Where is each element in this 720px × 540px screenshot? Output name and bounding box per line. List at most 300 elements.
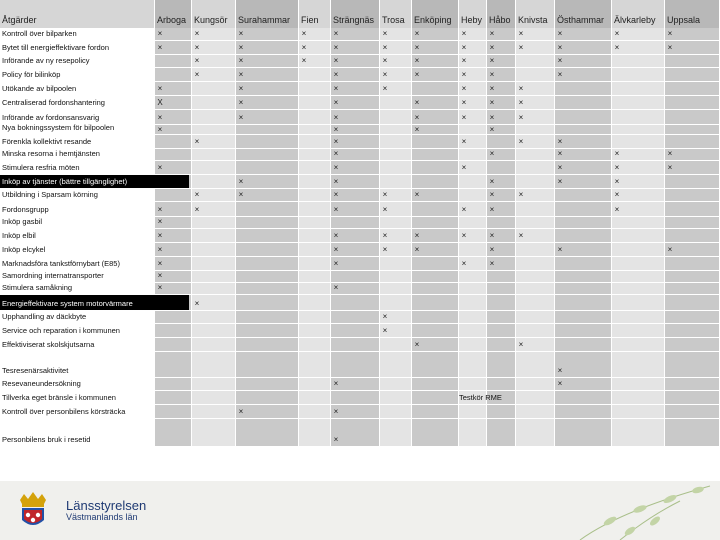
table-cell [665,28,719,40]
table-cell [555,175,611,188]
check-mark: × [157,245,163,254]
table-cell [665,82,719,95]
check-mark: × [518,84,524,93]
table-cell [192,391,235,404]
table-cell [487,378,515,390]
check-mark: × [557,163,563,172]
table-cell [155,135,191,148]
table-cell [459,175,486,188]
check-mark: × [414,98,420,107]
table-cell [612,161,664,174]
table-cell [299,378,330,390]
table-cell [612,378,664,390]
check-mark: × [614,149,620,158]
check-mark: × [238,43,244,52]
check-mark: × [157,125,163,134]
column-header-municipality: Enköping [414,15,452,25]
table-cell [331,217,379,228]
table-cell [236,229,298,242]
table-cell [331,271,379,282]
check-mark: × [489,43,495,52]
table-cell [412,175,458,188]
check-mark: × [461,205,467,214]
column-header-municipality: Östhammar [557,15,605,25]
check-mark: × [157,259,163,268]
row-label: Samordning internatransporter [2,271,104,280]
table-cell [516,271,554,282]
check-mark: × [382,29,388,38]
check-mark: × [333,259,339,268]
table-cell [299,283,330,294]
column-header-municipality: Strängnäs [333,15,375,25]
table-row [0,229,720,242]
table-cell [192,352,235,377]
check-mark: × [194,205,200,214]
table-cell [516,405,554,418]
table-cell [459,311,486,323]
table-cell [665,55,719,67]
table-cell [192,419,235,446]
check-mark: × [414,56,420,65]
table-cell [412,135,458,148]
table-cell [236,338,298,351]
check-mark: × [489,113,495,122]
table-row [0,311,720,323]
row-label: Minska resorna i hemtjänsten [2,149,100,158]
table-cell [236,419,298,446]
table-cell [299,352,330,377]
table-cell [555,68,611,81]
check-mark: × [461,29,467,38]
check-mark: × [333,29,339,38]
table-cell [612,68,664,81]
table-cell [155,324,191,337]
check-mark: × [301,43,307,52]
row-label: Stimulera resfria möten [2,163,80,172]
table-row [0,125,720,134]
table-cell [665,378,719,390]
check-mark: × [301,56,307,65]
check-mark: × [157,231,163,240]
table-cell [380,271,411,282]
table-cell [299,243,330,256]
table-cell [665,96,719,109]
table-cell [665,295,719,310]
check-mark: × [157,113,163,122]
check-mark: × [238,29,244,38]
table-cell [612,352,664,377]
table-cell [612,28,664,40]
check-mark: × [489,205,495,214]
row-label: Inköp elcykel [2,245,46,254]
check-mark: × [461,56,467,65]
table-cell [236,175,298,188]
check-mark: × [518,29,524,38]
table-row [0,391,720,404]
table-cell [299,324,330,337]
table-cell [412,161,458,174]
row-label: Service och reparation i kommunen [2,326,120,335]
table-cell [380,161,411,174]
check-mark: × [301,29,307,38]
check-mark: × [238,84,244,93]
table-cell [459,283,486,294]
check-mark: × [667,245,673,254]
check-mark: × [157,271,163,280]
row-label: Energieffektivare system motorvärmare [0,295,189,310]
check-mark: × [333,379,339,388]
row-label: Kontroll över bilparken [2,29,77,38]
table-row [0,202,720,216]
table-cell [299,405,330,418]
table-cell [555,257,611,270]
check-mark: × [557,149,563,158]
table-cell [192,161,235,174]
column-header-municipality: Heby [461,15,483,25]
table-cell [516,283,554,294]
table-cell [516,352,554,377]
table-cell [665,217,719,228]
column-header-municipality: Arboga [157,15,187,25]
check-mark: × [489,125,495,134]
table-cell [192,110,235,124]
table-cell [155,311,191,323]
check-mark: × [157,283,163,292]
row-label: Marknadsföra tankstförnybart (E85) [2,259,120,268]
check-mark: × [489,231,495,240]
check-mark: × [157,217,163,226]
check-mark: × [157,43,163,52]
table-cell [192,243,235,256]
table-cell [192,257,235,270]
table-cell [192,271,235,282]
check-mark: × [461,43,467,52]
leaf-branch-decoration-icon [560,481,720,540]
table-cell [665,283,719,294]
table-cell [516,311,554,323]
check-mark: × [238,56,244,65]
row-label: Policy för bilinköp [2,70,61,79]
table-cell [516,175,554,188]
row-label: Förenkla kollektivt resande [2,137,92,146]
table-cell [516,324,554,337]
table-cell [412,257,458,270]
table-cell [555,352,611,377]
table-cell [555,229,611,242]
table-cell [155,391,191,404]
table-row [0,295,720,310]
check-mark: × [238,190,244,199]
table-cell [665,110,719,124]
check-mark: × [461,70,467,79]
table-row [0,257,720,270]
table-cell [555,41,611,54]
table-cell [236,311,298,323]
table-cell [299,175,330,188]
table-row [0,41,720,54]
check-mark: × [614,177,620,186]
table-cell [555,189,611,201]
check-mark: × [414,70,420,79]
table-cell [331,338,379,351]
table-cell [236,125,298,134]
check-mark: × [333,163,339,172]
table-cell [516,217,554,228]
check-mark: × [414,190,420,199]
table-cell [487,217,515,228]
column-header-municipality: Knivsta [518,15,548,25]
table-cell [192,96,235,109]
table-cell [459,295,486,310]
column-header-municipality: Trosa [382,15,405,25]
table-cell [299,202,330,216]
table-cell [487,338,515,351]
table-cell [665,419,719,446]
table-cell [380,283,411,294]
table-cell [412,311,458,323]
table-cell [299,149,330,160]
table-row [0,28,720,40]
check-mark: × [333,190,339,199]
table-cell [380,110,411,124]
check-mark: × [333,205,339,214]
table-cell [555,243,611,256]
table-cell [612,125,664,134]
check-mark: × [489,259,495,268]
table-cell [236,202,298,216]
table-cell [299,110,330,124]
check-mark: × [194,137,200,146]
column-header-municipality: Uppsala [667,15,701,25]
check-mark: × [333,177,339,186]
check-mark: × [518,190,524,199]
table-cell [665,352,719,377]
table-cell [299,135,330,148]
table-cell [380,125,411,134]
table-row [0,82,720,95]
table-cell [555,311,611,323]
table-cell [299,419,330,446]
check-mark: × [194,70,200,79]
table-cell [487,271,515,282]
check-mark: × [194,43,200,52]
check-mark: × [614,190,620,199]
table-cell [236,110,298,124]
table-row [0,271,720,282]
check-mark: × [333,407,339,416]
table-cell [612,311,664,323]
table-cell [612,135,664,148]
table-cell [380,135,411,148]
table-row [0,55,720,67]
table-cell [612,295,664,310]
table-cell [236,271,298,282]
row-label: Inköp elbil [2,231,36,240]
table-cell [612,405,664,418]
table-cell [459,338,486,351]
table-cell [236,149,298,160]
table-cell [612,41,664,54]
check-mark: × [461,231,467,240]
table-cell [487,405,515,418]
check-mark: × [382,84,388,93]
table-cell [612,283,664,294]
row-label: Inköp gasbil [2,217,43,226]
row-label: Utökande av bilpoolen [2,84,77,93]
check-mark: × [333,84,339,93]
table-row [0,419,720,446]
check-mark: × [518,137,524,146]
check-mark: × [382,43,388,52]
table-cell [612,271,664,282]
table-cell [236,324,298,337]
check-mark: × [489,98,495,107]
table-cell [555,110,611,124]
table-cell [665,149,719,160]
table-cell [192,283,235,294]
table-cell [236,217,298,228]
check-mark: × [489,29,495,38]
table-cell [612,217,664,228]
check-mark: × [194,56,200,65]
row-label: Resevaneundersökning [2,379,81,388]
table-cell [555,378,611,390]
table-cell [612,338,664,351]
check-mark: × [461,163,467,172]
table-row [0,378,720,390]
check-mark: × [667,29,673,38]
lansstyrelsen-logo [8,490,148,534]
table-row [0,283,720,294]
table-cell [612,149,664,160]
table-cell [236,161,298,174]
table-cell [192,311,235,323]
table-cell [192,405,235,418]
table-cell [665,135,719,148]
check-mark: × [461,259,467,268]
table-cell [612,391,664,404]
table-cell [155,149,191,160]
check-mark: × [333,113,339,122]
table-cell [665,189,719,201]
table-cell [555,405,611,418]
column-header-municipality: Håbo [489,15,511,25]
check-mark: × [518,113,524,122]
table-cell [236,295,298,310]
row-label: Införande av fordonsansvarig [2,113,100,122]
table-cell [516,243,554,256]
table-cell [299,125,330,134]
table-row [0,243,720,256]
table-cell [665,229,719,242]
table-cell [555,135,611,148]
table-cell [331,391,379,404]
check-mark: × [489,190,495,199]
check-mark: × [333,125,339,134]
check-mark: × [382,231,388,240]
table-cell [555,161,611,174]
table-cell [412,271,458,282]
check-mark: × [238,177,244,186]
table-cell [487,283,515,294]
table-cell [459,149,486,160]
check-mark: × [194,299,200,308]
check-mark: × [667,149,673,158]
column-header-municipality: Kungsör [194,15,228,25]
table-row [0,189,720,201]
table-cell [236,68,298,81]
table-row [0,161,720,174]
check-mark: × [238,407,244,416]
table-cell [665,405,719,418]
table-cell [299,271,330,282]
table-cell [459,125,486,134]
check-mark: × [194,29,200,38]
check-mark: × [157,84,163,93]
table-cell [155,352,191,377]
table-cell [665,125,719,134]
table-cell [665,311,719,323]
table-row [0,338,720,351]
check-mark: × [557,29,563,38]
check-mark: × [333,245,339,254]
table-cell [459,378,486,390]
table-row [0,96,720,109]
table-cell [331,352,379,377]
check-mark: × [557,245,563,254]
table-cell [555,96,611,109]
row-label: Införande av ny resepolicy [2,56,90,65]
table-cell [380,149,411,160]
table-cell [555,271,611,282]
table-cell [155,189,191,201]
check-mark: × [518,340,524,349]
table-cell [555,55,611,67]
check-mark: × [614,43,620,52]
table-row [0,405,720,418]
table-cell [665,257,719,270]
table-cell [192,125,235,134]
table-cell [331,311,379,323]
table-cell [665,41,719,54]
table-cell [155,378,191,390]
table-cell [665,202,719,216]
check-mark: × [414,43,420,52]
check-mark: × [557,177,563,186]
table-cell [555,28,611,40]
check-mark: X [157,98,163,107]
table-cell [665,338,719,351]
table-cell [459,352,486,377]
table-cell [612,243,664,256]
table-cell [516,55,554,67]
check-mark: × [333,43,339,52]
table-cell [412,324,458,337]
row-label: Stimulera samåkning [2,283,73,292]
check-mark: × [518,231,524,240]
table-cell [412,391,458,404]
table-row [0,110,720,124]
table-cell [412,149,458,160]
table-cell [555,149,611,160]
table-cell [236,283,298,294]
row-label: Effektiviserat skolskjutsarna [2,340,95,349]
table-cell [380,175,411,188]
check-mark: × [489,149,495,158]
table-cell [380,405,411,418]
check-mark: × [382,312,388,321]
table-cell [236,391,298,404]
